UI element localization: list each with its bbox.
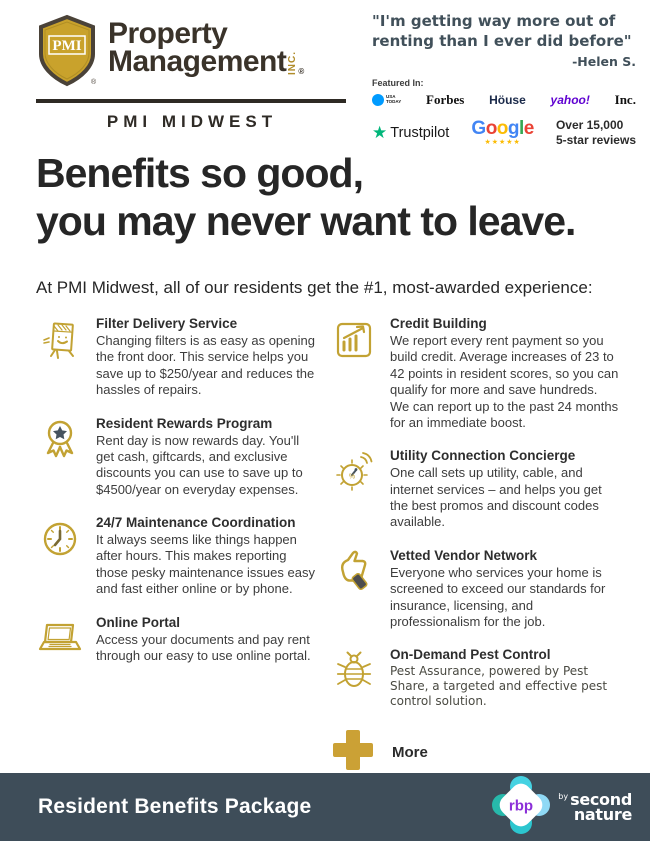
headline-line1: Benefits so good, xyxy=(36,150,363,196)
house-logo: Höuse xyxy=(489,92,526,107)
trustpilot-label: Trustpilot xyxy=(390,124,450,141)
benefit-utility-concierge xyxy=(330,448,634,531)
bug-icon xyxy=(330,647,378,709)
thumbs-up-icon xyxy=(330,548,378,631)
plus-icon xyxy=(330,727,376,778)
brand-line2: Management xyxy=(108,44,287,78)
benefit-title: Resident Rewards Program xyxy=(96,415,273,431)
featured-in-label: Featured In: xyxy=(372,77,424,88)
benefit-title: Credit Building xyxy=(390,316,487,331)
benefit-title: 24/7 Maintenance Coordination xyxy=(96,515,296,530)
brand-word-second: second xyxy=(570,789,632,809)
pmi-logo-block xyxy=(36,14,348,132)
benefit-online-portal xyxy=(36,615,330,665)
benefit-description: Everyone who services your home is screened to exceed our standards for insurance, licensing, and professionalism for the job. xyxy=(390,564,606,629)
brand-word-nature: nature xyxy=(573,805,632,824)
benefits-grid xyxy=(36,316,634,778)
footer-title: Resident Benefits Package xyxy=(38,795,312,818)
logo-divider xyxy=(36,99,346,103)
usa-today-text1: USA xyxy=(386,93,396,99)
filter-character-icon xyxy=(36,316,84,399)
svg-text:%: % xyxy=(348,473,356,481)
benefit-description: Pest Assurance, powered by Pest Share, a targeted and effective pest control solution. xyxy=(390,664,608,709)
benefit-description: It always seems like things happen after hours. This makes reporting those pesky maintenance issues easy and fast either online or by phone. xyxy=(96,532,315,597)
svg-text:®: ® xyxy=(91,79,97,86)
benefits-left-column xyxy=(36,316,330,778)
benefits-right-column xyxy=(330,316,634,778)
inc-logo: Inc. xyxy=(614,91,636,107)
testimonial-block xyxy=(372,12,636,148)
review-count-line2: 5-star reviews xyxy=(555,132,636,147)
registered-mark: ® xyxy=(298,66,305,76)
quote-attribution: -Helen S. xyxy=(572,53,636,69)
benefit-description: Changing filters is as easy as opening the front door. This service helps you save up to $250/year and reduces the hassles of repairs. xyxy=(96,333,315,398)
usa-today-logo xyxy=(372,94,401,106)
benefit-vetted-vendor xyxy=(330,548,634,631)
trustpilot-star-icon: ★ xyxy=(372,123,388,143)
benefit-more xyxy=(330,727,634,778)
featured-logos-row xyxy=(372,92,636,108)
quote-line1: "I'm getting way more out of xyxy=(372,12,616,30)
rbp-brand xyxy=(492,776,632,839)
trustpilot-logo xyxy=(372,124,449,141)
yahoo-logo: yahoo! xyxy=(550,92,590,107)
utility-dial-icon xyxy=(330,448,378,531)
brand-line1: Property xyxy=(108,17,228,50)
page-title xyxy=(36,150,575,246)
google-logo xyxy=(471,119,533,146)
award-medal-icon xyxy=(36,416,84,499)
benefit-pest-control xyxy=(330,647,634,709)
intro-text: At PMI Midwest, all of our residents get the #1, most-awarded experience: xyxy=(36,278,593,297)
pmi-shield-icon xyxy=(36,14,98,93)
svg-text:PMI: PMI xyxy=(52,38,82,54)
benefit-title: On-Demand Pest Control xyxy=(390,647,551,663)
benefit-title: Utility Connection Concierge xyxy=(390,448,576,464)
rbp-label: rbp xyxy=(509,797,534,814)
by-label: by xyxy=(558,791,569,801)
benefit-title: Vetted Vendor Network xyxy=(390,547,538,563)
second-nature-wordmark xyxy=(558,789,632,824)
benefit-credit-building xyxy=(330,316,634,431)
franchise-name: PMI MIDWEST xyxy=(106,112,278,131)
benefit-title: Online Portal xyxy=(96,614,181,630)
brand-wordmark xyxy=(108,14,305,78)
google-stars: ★★★★★ xyxy=(484,139,521,147)
usa-today-text2: TODAY xyxy=(386,98,402,104)
more-label: More xyxy=(392,743,428,761)
benefit-title: Filter Delivery Service xyxy=(96,316,238,331)
benefit-resident-rewards xyxy=(36,416,330,499)
rbp-logo-icon xyxy=(492,776,550,839)
usa-today-circle-icon xyxy=(372,94,384,106)
benefit-maintenance xyxy=(36,515,330,598)
review-count-line1: Over 15,000 xyxy=(555,117,624,132)
google-letters: Google xyxy=(471,118,534,140)
benefit-description: We report every rent payment so you build credit. Average increases of 23 to 42 points in resident scores, so you can qualify for more and save hundreds. We can report up to the past 24 months for an immediate boost. xyxy=(390,333,619,430)
brand-inc-suffix: INC. xyxy=(287,51,299,76)
benefit-description: One call sets up utility, cable, and internet services – and helps you get the best promos and discount codes available. xyxy=(390,465,602,530)
forbes-logo: Forbes xyxy=(426,91,465,107)
laptop-icon xyxy=(36,615,84,665)
benefit-description: Rent day is now rewards day. You'll get cash, giftcards, and exclusive discounts you can use to save up to $4500/year on everyday expenses. xyxy=(96,432,303,497)
footer-bar xyxy=(0,773,650,841)
bar-chart-icon xyxy=(330,316,378,431)
clock-icon xyxy=(36,515,84,598)
benefit-filter-delivery xyxy=(36,316,330,399)
benefit-description: Access your documents and pay rent through our easy to use online portal. xyxy=(96,631,311,663)
reviews-row xyxy=(372,118,636,148)
headline-line2: you may never want to leave. xyxy=(36,197,576,244)
quote-line2: renting than I ever did before" xyxy=(372,31,632,50)
